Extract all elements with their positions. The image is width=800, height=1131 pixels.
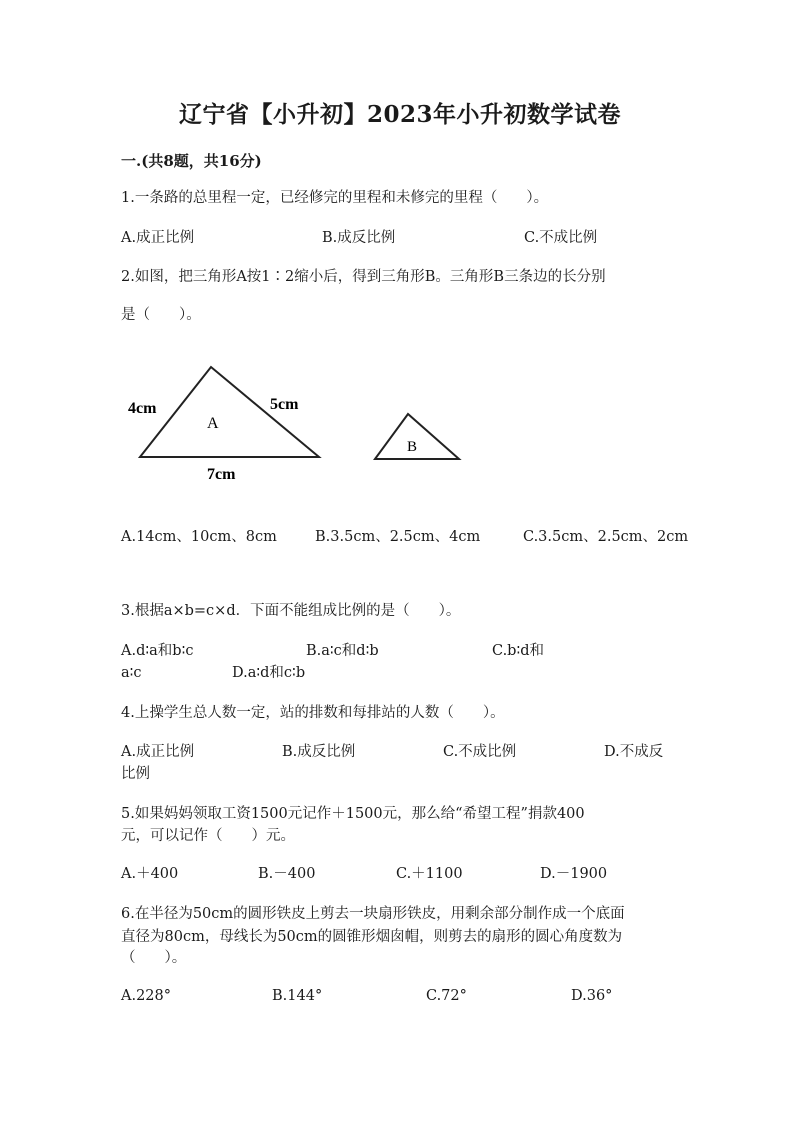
question-4-option-a[interactable]: A.成正比例 [121, 744, 195, 760]
question-4-option-c[interactable]: C.不成比例 [443, 744, 517, 760]
question-6-stem-line-2: 直径为80cm，母线长为50cm的圆锥形烟囱帽，则剪去的扇形的圆心角度数为 [121, 929, 623, 945]
question-3-option-a[interactable]: A.d∶a和b∶c [121, 643, 194, 659]
question-3-option-d[interactable]: D.a∶d和c∶b [232, 665, 306, 681]
question-1-option-a[interactable]: A.成正比例 [121, 230, 195, 246]
side-bottom-label: 7cm [207, 466, 236, 483]
question-6-option-a[interactable]: A.228° [121, 988, 172, 1004]
question-1-option-b[interactable]: B.成反比例 [322, 230, 396, 246]
question-2-stem-line-1: 2.如图，把三角形A按1∶2缩小后，得到三角形B。三角形B三条边的长分别 [121, 269, 606, 285]
question-5-option-c[interactable]: C.＋1100 [396, 866, 463, 882]
question-4-option-d[interactable]: D.不成反 [604, 744, 664, 760]
question-5-option-d[interactable]: D.－1900 [540, 866, 608, 882]
question-6-option-c[interactable]: C.72° [426, 988, 467, 1004]
question-3-stem: 3.根据a×b=c×d．下面不能组成比例的是（ ）。 [121, 603, 461, 619]
question-1-stem: 1.一条路的总里程一定，已经修完的里程和未修完的里程（ ）。 [121, 190, 549, 206]
question-2-option-c[interactable]: C.3.5cm、2.5cm、2cm [523, 529, 689, 545]
question-2-option-b[interactable]: B.3.5cm、2.5cm、4cm [315, 529, 481, 545]
side-left-label: 4cm [128, 400, 157, 417]
question-3-option-c[interactable]: C.b∶d和 [492, 643, 545, 659]
question-3-option-c-continued[interactable]: a∶c [121, 665, 142, 681]
question-6-option-d[interactable]: D.36° [571, 988, 613, 1004]
question-4-option-b[interactable]: B.成反比例 [282, 744, 356, 760]
question-2-stem-line-2: 是（ ）。 [121, 307, 201, 323]
question-6-option-b[interactable]: B.144° [272, 988, 323, 1004]
section-heading: 一.(共8题，共16分) [121, 152, 262, 170]
triangle-b-label: B [407, 439, 418, 455]
exam-title: 辽宁省【小升初】2023年小升初数学试卷 [178, 101, 621, 128]
side-right-label: 5cm [270, 396, 299, 413]
question-5-option-b[interactable]: B.－400 [258, 866, 316, 882]
question-5-stem-line-2: 元，可以记作（ ）元。 [121, 828, 295, 844]
question-2-option-a[interactable]: A.14cm、10cm、8cm [121, 529, 277, 545]
triangle-a-label: A [207, 415, 219, 432]
question-6-stem-line-1: 6.在半径为50cm的圆形铁皮上剪去一块扇形铁皮，用剩余部分制作成一个底面 [121, 906, 625, 922]
triangles-figure [0, 355, 800, 495]
question-5-option-a[interactable]: A.＋400 [121, 866, 179, 882]
question-6-stem-line-3: （ ）。 [121, 950, 187, 966]
question-5-stem-line-1: 5.如果妈妈领取工资1500元记作＋1500元，那么给“希望工程”捐款400 [121, 806, 585, 822]
question-4-stem: 4.上操学生总人数一定，站的排数和每排站的人数（ ）。 [121, 705, 505, 721]
question-3-option-b[interactable]: B.a∶c和d∶b [306, 643, 379, 659]
question-1-option-c[interactable]: C.不成比例 [524, 230, 598, 246]
question-4-option-d-continued[interactable]: 比例 [121, 766, 150, 782]
